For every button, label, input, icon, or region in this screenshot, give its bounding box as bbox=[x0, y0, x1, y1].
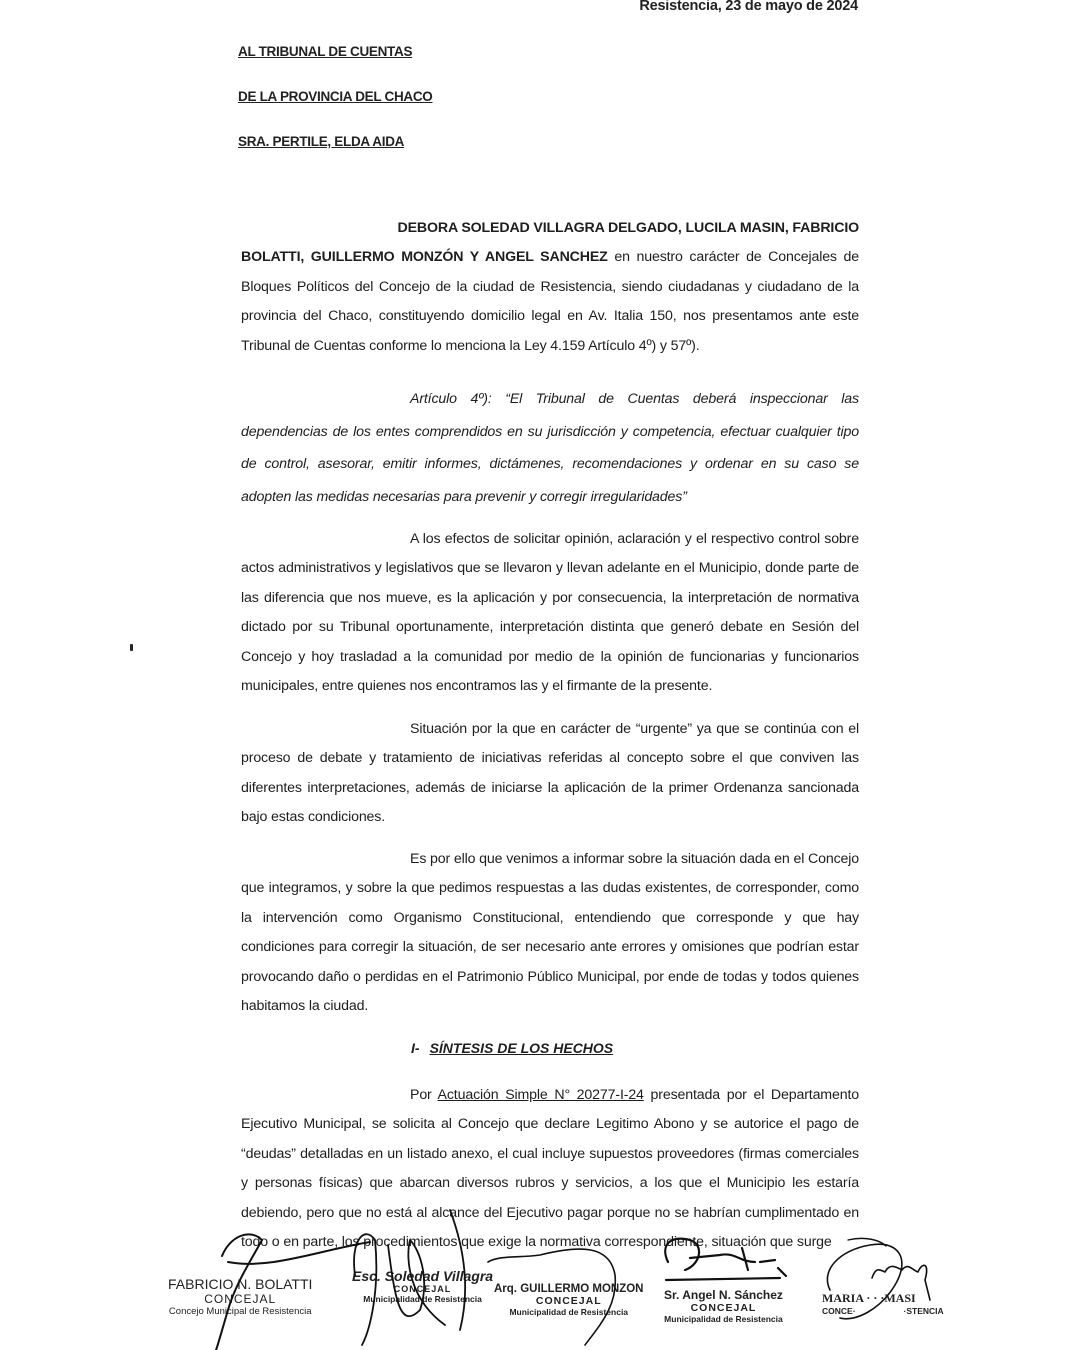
intro-paragraph bbox=[241, 214, 859, 361]
signature-stamp-villagra: Esc. Soledad Villagra CONCEJAL Municipalidad de Resistencia bbox=[352, 1268, 494, 1304]
addressee-line-3: SRA. PERTILE, ELDA AIDA bbox=[238, 134, 405, 149]
signature-stamp-monzon: Arq. GUILLERMO MONZON CONCEJAL Municipalidad de Resistencia bbox=[494, 1283, 644, 1317]
intro-names-line-1: DEBORA SOLEDAD VILLAGRA DELGADO, LUCILA MASIN, FABRICIO bbox=[397, 220, 859, 236]
section-heading bbox=[411, 1040, 613, 1056]
actuacion-reference: Actuación Simple N° 20277-I-24 bbox=[437, 1087, 644, 1103]
signature-stamp-masin: MARIA · · ·MASI CONCE· ·STENCIA bbox=[822, 1291, 944, 1316]
intro-names-line-2: BOLATTI, GUILLERMO MONZÓN Y ANGEL SANCHEZ bbox=[241, 249, 608, 266]
scan-speck bbox=[130, 644, 133, 651]
paragraph-efectos: A los efectos de solicitar opinión, aclaración y el respectivo control sobre actos administrativos y legislativos que se llevaron y llevan adelante en el Municipio, donde parte de las diferencia que nos mueve, es la aplicación y por consecuencia, la interpretación de normativa dictado por su Tribunal oportunamente, interpretación distinta que generó debate en Sesión del Concejo y hoy trasladad a la comunidad por medio de la opinión de funcionarias y funcionarios municipales, entre quienes nos encontramos las y el firmante de la presente. bbox=[241, 531, 859, 695]
signature-stamp-sanchez: Sr. Angel N. Sánchez CONCEJAL Municipalidad de Resistencia bbox=[664, 1288, 783, 1324]
section-number: I- bbox=[411, 1040, 420, 1056]
addressee-line-2: DE LA PROVINCIA DEL CHACO bbox=[238, 89, 433, 104]
document-date: Resistencia, 23 de mayo de 2024 bbox=[639, 0, 858, 14]
intro-text: en nuestro carácter de Concejales de Bloques Políticos del Concejo de la ciudad de Resistencia, siendo ciudadanas y ciudadano de la provincia del Chaco, constituyendo domicilio legal en Av. Italia 150, nos presentamos ante este Tribunal de Cuentas conforme lo menciona la Ley 4.159 Artículo 4º) y 57º). bbox=[241, 249, 859, 354]
paragraph-informar: Es por ello que venimos a informar sobre la situación dada en el Concejo que integramos, y sobre la que pedimos respuestas a las dudas existentes, de corresponder, como la intervención como Organismo Constitucional, entendiendo que corresponde y que hay condiciones para corregir la situación, de ser necesario ante errores y omisiones que podrían estar provocando daño o perdidas en el Patrimonio Público Municipal, por ende de todas y todos quienes habitamos la ciudad. bbox=[241, 851, 859, 1015]
signature-stamp-bolatti: FABRICIO N. BOLATTI CONCEJAL Concejo Municipal de Resistencia bbox=[168, 1276, 313, 1317]
paragraph-situacion: Situación por la que en carácter de “urgente” ya que se continúa con el proceso de debate y tratamiento de iniciativas referidas al concepto sobre el que conviven las diferentes interpretaciones, además de iniciarse la aplicación de la primer Ordenanza sancionada bajo estas condiciones. bbox=[241, 721, 859, 826]
paragraph-hechos: Por Actuación Simple N° 20277-I-24 presentada por el Departamento Ejecutivo Municipal, se solicita al Concejo que declare Legitimo Abono y se autorice el pago de “deudas” detalladas en un listado anexo, el cual incluye supuestos proveedores (firmas comerciales y personas físicas) que abarcan diversos rubros y servicios, a los que el Municipio les estaría debiendo, pero que no está al alcance del Ejecutivo pagar porque no se habrían cumplimentado en todo o en parte, los procedimientos que exige la normativa correspondiente, situación que surge bbox=[241, 1087, 859, 1251]
addressee-line-1: AL TRIBUNAL DE CUENTAS bbox=[238, 44, 413, 59]
article-quote: Artículo 4º): “El Tribunal de Cuentas deberá inspeccionar las dependencias de los entes comprendidos en su jurisdicción y competencia, efectuar cualquier tipo de control, asesorar, emitir informes, dictámenes, recomendaciones y ordenar en su caso se adopten las medidas necesarias para prevenir y corregir irregularidades” bbox=[241, 391, 859, 505]
section-title: SÍNTESIS DE LOS HECHOS bbox=[429, 1040, 614, 1056]
